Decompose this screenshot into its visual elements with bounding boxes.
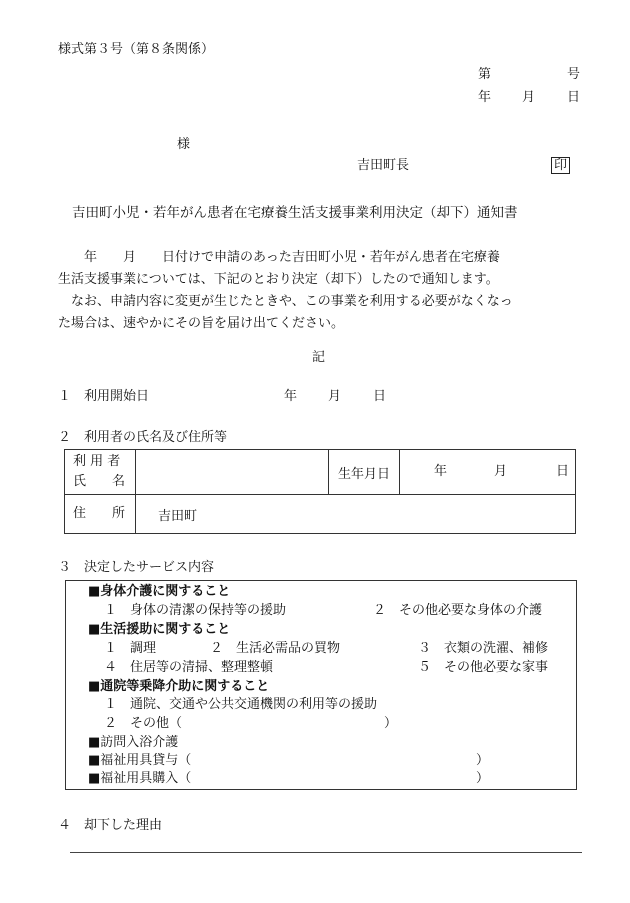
rental-service-close: ） [476, 753, 490, 768]
purchase-service: ■福祉用具購入（ [88, 771, 192, 786]
section1-year: 年 [284, 389, 298, 404]
address-value: 吉田町 [158, 508, 198, 524]
body-line-4: た場合は、速やかにその旨を届け出てください。 [58, 316, 345, 331]
body-line-2: 生活支援事業については、下記のとおり決定（却下）したので通知します。 [58, 272, 499, 287]
doc-date-year: 年 [478, 90, 492, 105]
section1-month: 月 [328, 389, 342, 404]
birth-label-cell [329, 450, 400, 495]
transport-item-2: ２ その他（ [104, 716, 183, 731]
body-care-header: ■身体介護に関すること [88, 584, 231, 599]
body-paragraph [58, 247, 588, 335]
transport-header: ■通院等乗降介助に関すること [88, 679, 270, 694]
section4-label: ４ 却下した理由 [58, 818, 163, 833]
address-value-cell [136, 495, 576, 534]
section3-label: ３ 決定したサービス内容 [58, 560, 215, 575]
birth-month: 月 [494, 464, 508, 479]
section1-day: 日 [373, 389, 387, 404]
life-support-header: ■生活援助に関すること [88, 622, 231, 637]
address-label: 住 所 [73, 506, 126, 521]
transport-item-1: １ 通院、交通や公共交通機関の利用等の援助 [104, 697, 378, 712]
birth-label: 生年月日 [337, 466, 390, 482]
birth-day: 日 [556, 464, 570, 479]
life-support-item-5: ５ その他必要な家事 [418, 660, 549, 675]
purchase-service-close: ） [476, 771, 490, 786]
transport-item-2-close: ） [384, 716, 398, 731]
section2-label: ２ 利用者の氏名及び住所等 [58, 430, 228, 445]
document-title: 吉田町小児・若年がん患者在宅療養生活支援事業利用決定（却下）通知書 [72, 205, 518, 221]
name-value-cell [136, 450, 329, 495]
body-line-3: なお、申請内容に変更が生じたときや、この事業を利用する必要がなくなっ [58, 294, 513, 309]
life-support-item-1: １ 調理 [104, 641, 157, 656]
doc-date-day: 日 [567, 90, 581, 105]
seal-stamp: 印 [551, 157, 570, 174]
issuer-name: 吉田町長 [357, 158, 410, 173]
name-label-cell [65, 450, 136, 495]
form-number: 様式第３号（第８条関係） [58, 42, 215, 57]
birth-year: 年 [434, 464, 448, 479]
address-label-cell [65, 495, 136, 534]
ki-heading: 記 [312, 350, 326, 365]
life-support-item-3: ３ 衣類の洗濯、補修 [418, 641, 549, 656]
bath-service: ■訪問入浴介護 [88, 735, 179, 750]
birth-value-cell [400, 450, 576, 495]
reason-underline [70, 852, 582, 853]
life-support-item-2: ２ 生活必需品の買物 [210, 641, 341, 656]
rental-service: ■福祉用具貸与（ [88, 753, 192, 768]
life-support-item-4: ４ 住居等の清掃、整理整頓 [104, 660, 274, 675]
name-label-line2: 氏 名 [73, 474, 126, 489]
name-label-line1: 利 用 者 [73, 454, 121, 469]
doc-date-month: 月 [522, 90, 536, 105]
body-line-1: 年 月 日付けで申請のあった吉田町小児・若年がん患者在宅療養 [58, 250, 500, 265]
service-content-box [65, 580, 577, 790]
body-care-item-2: ２ その他必要な身体の介護 [373, 603, 543, 618]
body-care-item-1: １ 身体の清潔の保持等の援助 [104, 603, 287, 618]
doc-number-suffix: 号 [567, 67, 581, 82]
user-info-table [64, 449, 576, 534]
recipient-suffix: 様 [177, 137, 191, 152]
section1-label: １ 利用開始日 [58, 389, 150, 404]
doc-number-prefix: 第 [478, 67, 492, 82]
